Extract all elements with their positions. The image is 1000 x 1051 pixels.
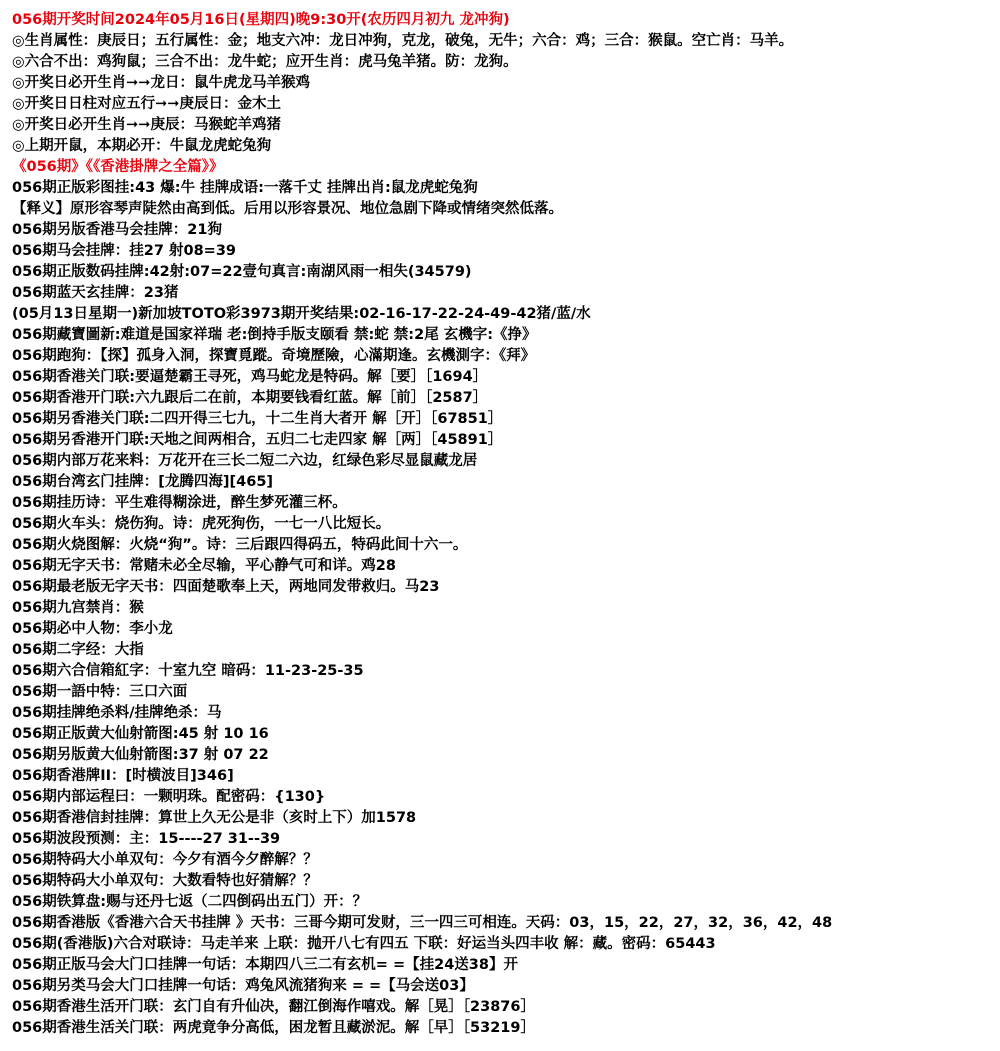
text-line: 056期藏寶圖新:难道是国家祥瑞 老:倒持手版支颐看 禁:蛇 禁:2尾 玄機字:《挣》 xyxy=(12,327,537,343)
text-line: 056期台湾玄门挂牌：[龙腾四海][465] xyxy=(12,474,274,490)
text-line: 056期另版黄大仙射箭图:37 射 07 22 xyxy=(12,747,269,763)
text-line: 056期另香港关门联:二四开得三七九，十二生肖大者开 解［开］［67851］ xyxy=(12,411,503,427)
text-line: ◎六合不出：鸡狗鼠；三合不出：龙牛蛇；应开生肖：虎马兔羊猪。防：龙狗。 xyxy=(12,54,518,70)
text-line: 056期香港开门联:六九跟后二在前，本期要钱看红蓝。解［前］［2587］ xyxy=(12,390,488,406)
text-line: 056期正版黄大仙射箭图:45 射 10 16 xyxy=(12,726,269,742)
highlight-line: 《056期》《《香港掛牌之全篇》》 xyxy=(12,159,224,175)
text-line: 056期火车头：烧伤狗。诗：虎死狗伤，一七一八比短长。 xyxy=(12,516,391,532)
text-line: 056期挂历诗：平生难得糊涂进，醉生梦死灌三杯。 xyxy=(12,495,347,511)
highlight-line: 056期开奖时间2024年05月16日(星期四)晚9:30开(农历四月初九 龙冲狗) xyxy=(12,12,510,28)
text-line: 056期香港生活开门联：玄门自有升仙决，翻江倒海作嘻戏。解［晃］［23876］ xyxy=(12,999,535,1015)
text-line: (05月13日星期一)新加坡TOTO彩3973期开奖结果:02-16-17-22-24-49-42猪/蓝/水 xyxy=(12,306,591,322)
text-line: 056期另香港开门联:天地之间两相合，五归二七走四家 解［两］［45891］ xyxy=(12,432,503,448)
text-line: 【释义】原形容琴声陡然由高到低。后用以形容景况、地位急剧下降或情绪突然低落。 xyxy=(12,201,563,217)
text-line: 056期正版彩图挂:43 爆:牛 挂牌成语:一落千丈 挂牌出肖:鼠龙虎蛇兔狗 xyxy=(12,180,478,196)
text-line: 056期跑狗：【探】孤身入洞，探寶覓蹤。奇境歷險，心滿期逢。玄機測字：《拜》 xyxy=(12,348,536,364)
text-line: 056期香港牌II：[时横波目]346] xyxy=(12,768,234,784)
text-line: 056期(香港版)六合对联诗：马走羊来 上联：抛开八七有四五 下联：好运当头四丰收 解：藏。密码：65443 xyxy=(12,936,716,952)
text-line: 056期香港版《香港六合天书挂牌 》天书：三哥今期可发财，三一四三可相连。天码：03，15，22，27，32，36，42，48 xyxy=(12,915,833,931)
text-line: 056期一語中特：三口六面 xyxy=(12,684,188,700)
text-line: 056期火烧图解：火烧“狗”。诗：三后跟四得码五，特码此间十六一。 xyxy=(12,537,468,553)
text-line: 056期正版马会大门口挂牌一句话：本期四八三二有玄机= =【挂24送38】开 xyxy=(12,957,518,973)
text-line: 056期香港信封挂牌：算世上久无公是非（亥时上下）加1578 xyxy=(12,810,417,826)
text-line: 056期另类马会大门口挂牌一句话：鸡兔风流猪狗来 = =【马会送03】 xyxy=(12,978,474,994)
text-line: 056期香港生活关门联：两虎竟争分高低，困龙暂且藏淤泥。解［早］［53219］ xyxy=(12,1020,535,1036)
text-line: ◎生肖属性：庚辰日；五行属性：金；地支六冲：龙日冲狗，克龙，破兔，无牛；六合：鸡；三合：猴鼠。空亡肖：马羊。 xyxy=(12,33,794,49)
text-line: 056期最老版无字天书：四面楚歌奉上天，两地同发带救归。马23 xyxy=(12,579,440,595)
text-line: 056期无字天书：常赌未必全尽输，平心静气可和详。鸡28 xyxy=(12,558,396,574)
text-line: 056期内部运程曰：一颗明珠。配密码：{130} xyxy=(12,789,326,805)
text-line: 056期香港关门联:要逼楚霸王寻死，鸡马蛇龙是特码。解［要］［1694］ xyxy=(12,369,488,385)
text-line: 056期铁算盘:赐与还丹七返（二四倒码出五门）开：？ xyxy=(12,894,368,910)
text-line: 056期二字经：大指 xyxy=(12,642,144,658)
text-line: ◎开奖日必开生肖➞➞庚辰：马猴蛇羊鸡猪 xyxy=(12,117,281,133)
text-line: 056期马会挂牌：挂27 射08=39 xyxy=(12,243,236,259)
text-line: 056期波段预测：主：15----27 31--39 xyxy=(12,831,281,847)
text-line: 056期九宫禁肖：猴 xyxy=(12,600,144,616)
text-line: ◎开奖日必开生肖➞➞龙日：鼠牛虎龙马羊猴鸡 xyxy=(12,75,310,91)
text-line: 056期挂牌绝杀料/挂牌绝杀：马 xyxy=(12,705,222,721)
text-line: 056期蓝天玄挂牌：23猪 xyxy=(12,285,179,301)
text-line: 056期内部万花来料：万花开在三长二短二六边，红绿色彩尽显鼠藏龙居 xyxy=(12,453,478,469)
text-line: 056期正版数码挂牌:42射:07=22壹句真言:南湖风雨一相失(34579) xyxy=(12,264,472,280)
text-line: 056期特码大小单双句：今夕有酒今夕醉解？？ xyxy=(12,852,318,868)
text-line: 056期必中人物：李小龙 xyxy=(12,621,173,637)
text-line: ◎上期开鼠，本期必开：牛鼠龙虎蛇兔狗 xyxy=(12,138,272,154)
text-line: 056期六合信箱紅字：十室九空 暗码：11-23-25-35 xyxy=(12,663,364,679)
text-line: 056期特码大小单双句：大数看特也好猜解？？ xyxy=(12,873,318,889)
text-line: ◎开奖日日柱对应五行➞➞庚辰日：金木土 xyxy=(12,96,281,112)
text-line: 056期另版香港马会挂牌：21狗 xyxy=(12,222,222,238)
